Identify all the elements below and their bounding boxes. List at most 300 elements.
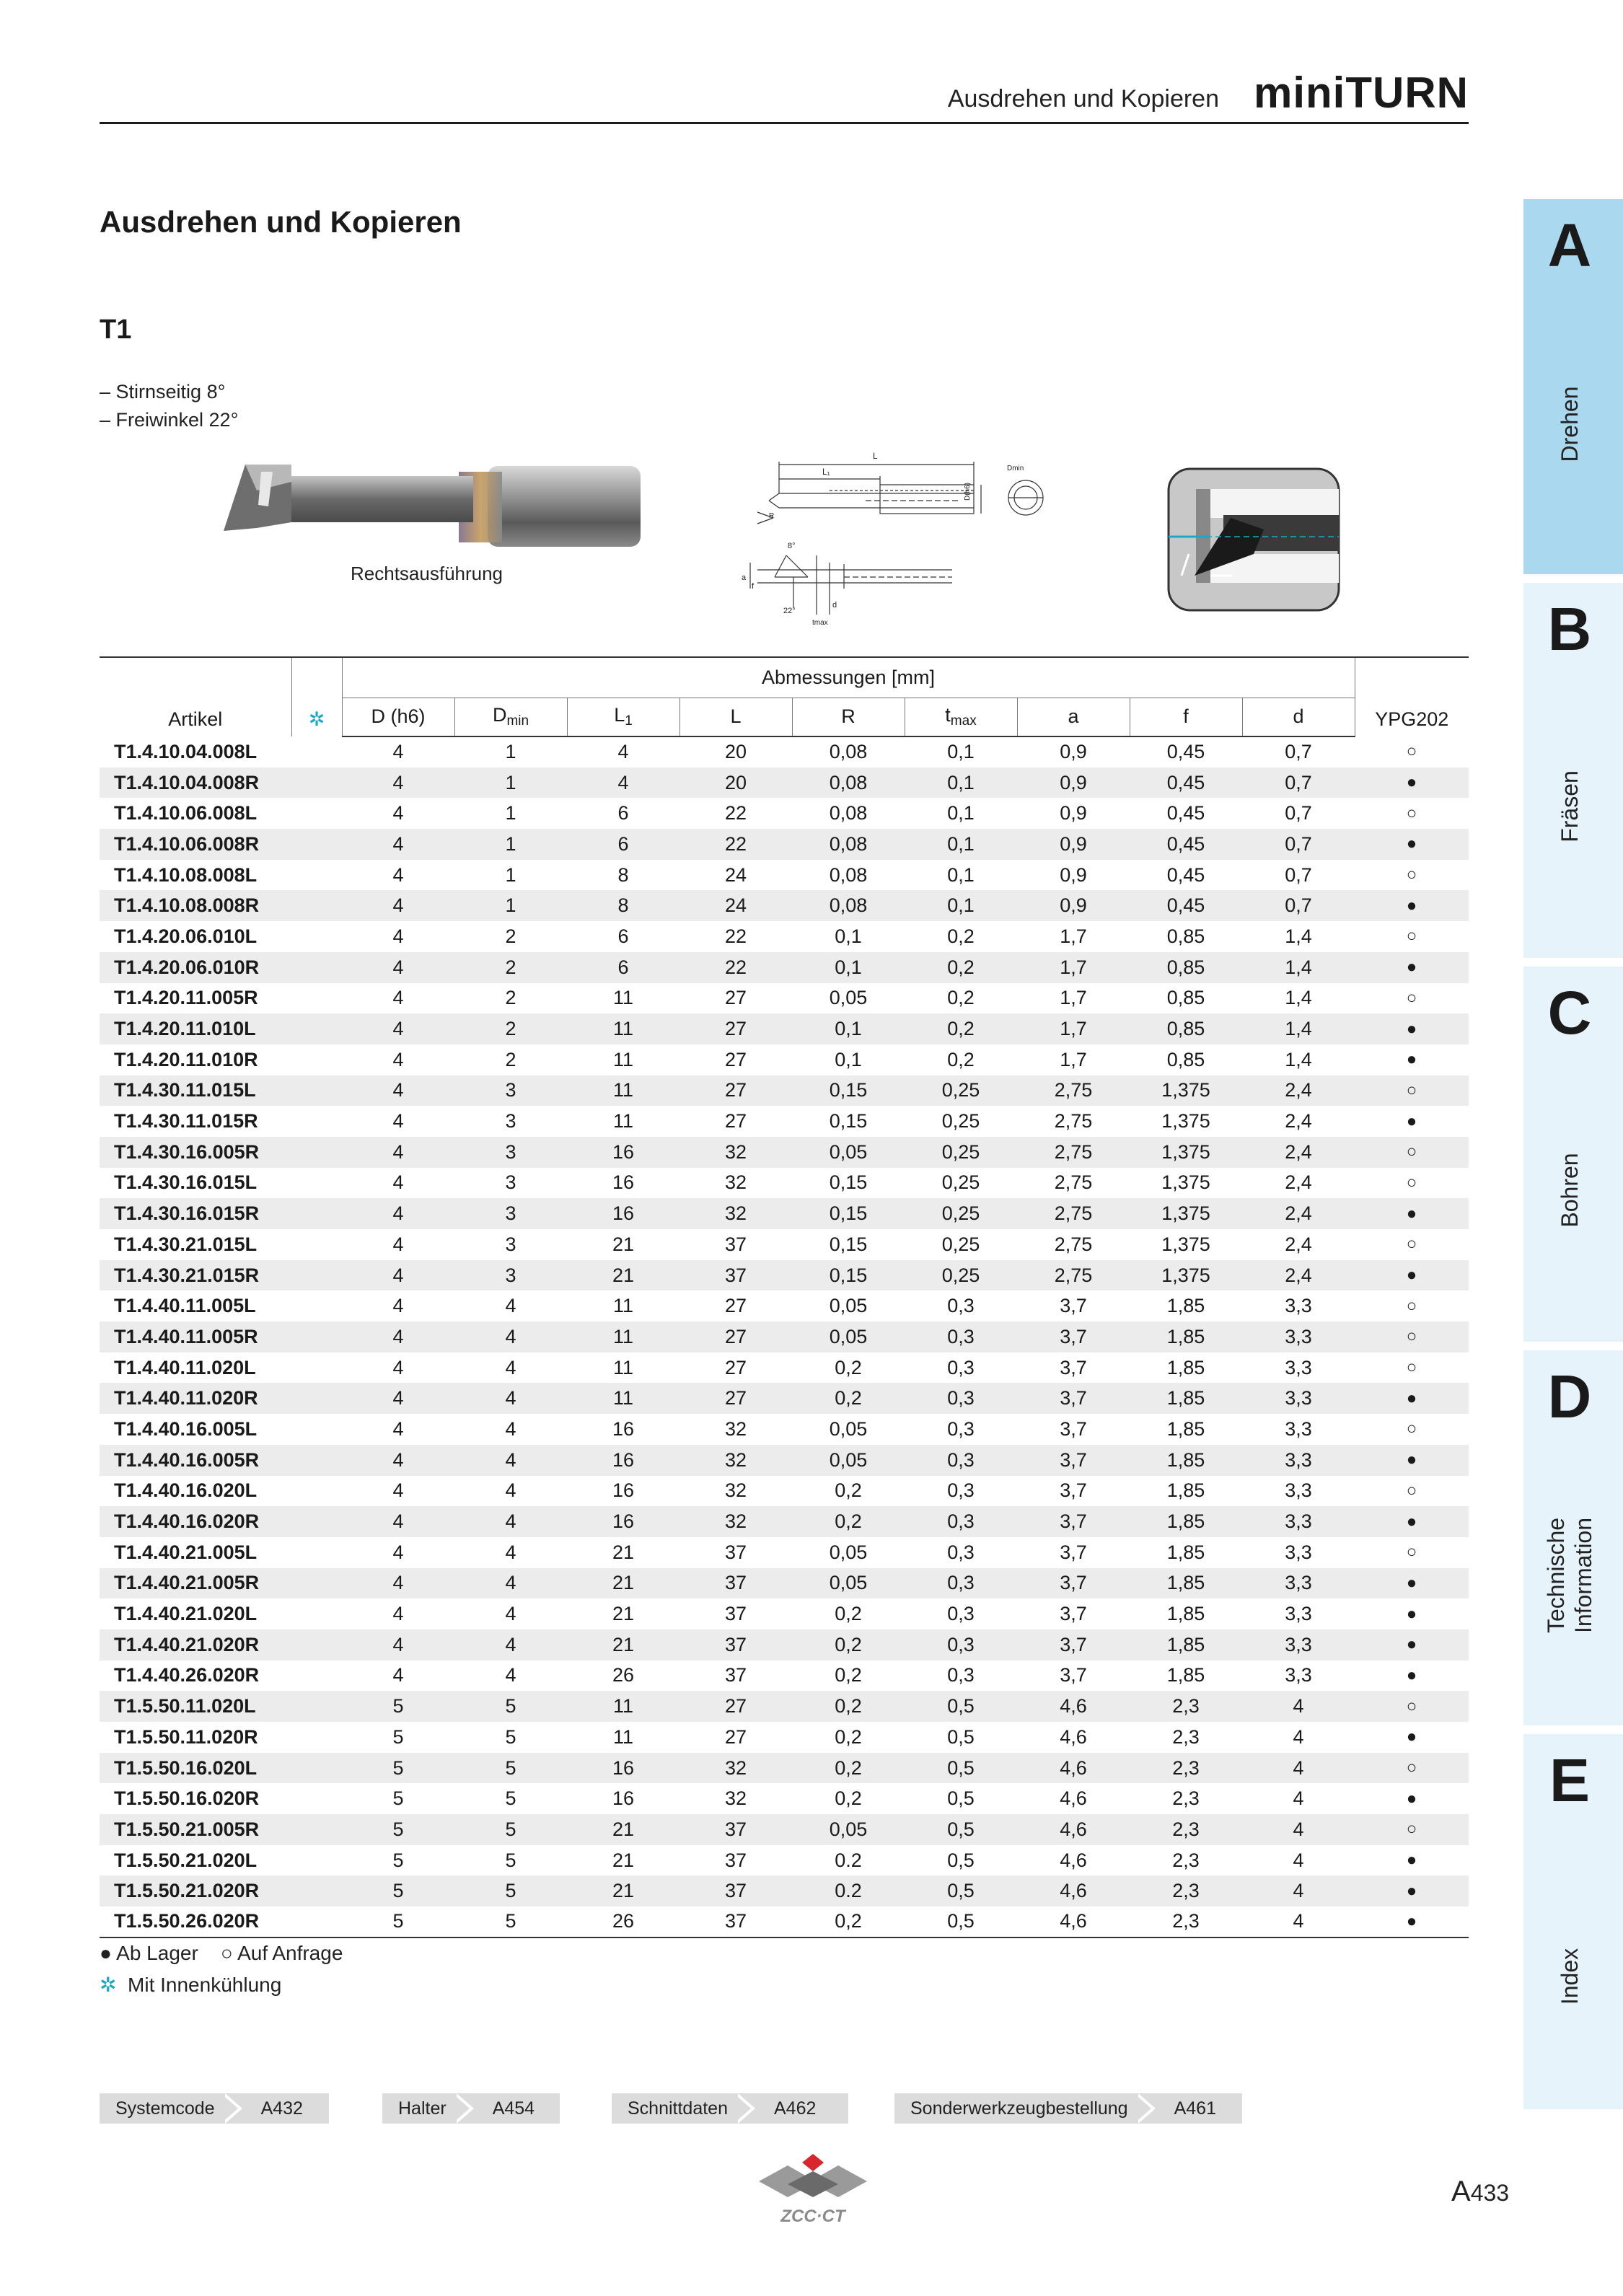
article-code: T1.4.20.11.010L <box>114 1018 256 1040</box>
table-row <box>100 921 1469 952</box>
dimension-cell: 37 <box>724 1849 747 1871</box>
dimension-cell: 4 <box>1242 1906 1355 1937</box>
coolant-cell <box>291 1691 342 1722</box>
column-header-subscript: min <box>506 713 529 729</box>
table-row <box>100 1568 1469 1599</box>
drawing-label-22deg: 22° <box>783 607 796 615</box>
dimension-cell: 1,7 <box>1060 1018 1087 1040</box>
ref-page: A432 <box>260 2098 303 2119</box>
dimension-cell: 37 <box>724 1633 747 1655</box>
table-row <box>100 1168 1469 1199</box>
availability-cell: ● <box>1406 1788 1417 1808</box>
machining-illustration <box>1167 467 1340 612</box>
coolant-cell <box>291 1568 342 1599</box>
dimension-cell: 0,1 <box>835 925 862 947</box>
availability-cell: ● <box>1406 1850 1417 1870</box>
dimension-cell: 3,7 <box>1060 1479 1087 1502</box>
coolant-cell <box>291 1476 342 1507</box>
dimension-cell: 4 <box>1293 1725 1304 1748</box>
coolant-cell <box>291 952 342 983</box>
availability-cell: ● <box>1406 1019 1417 1039</box>
dimension-cell: 4 <box>392 1356 404 1378</box>
availability-cell: ● <box>1355 1906 1469 1937</box>
dimension-cell: 27 <box>724 1048 747 1070</box>
dimension-cell: 2,3 <box>1172 1756 1200 1779</box>
article-code: T1.4.40.11.020L <box>114 1356 256 1378</box>
table-row <box>100 1598 1469 1629</box>
article-code: T1.4.40.11.005L <box>114 1295 256 1317</box>
page-title: Ausdrehen und Kopieren <box>100 205 462 239</box>
dimension-cell: 0,9 <box>1060 802 1087 824</box>
dimension-cell: 1 <box>505 863 516 886</box>
dimension-cell: 32 <box>724 1417 747 1440</box>
table-row <box>100 1906 1469 1937</box>
column-header-dimension <box>1242 698 1355 736</box>
chevron-right-icon <box>738 2093 762 2124</box>
dimension-cell: 0,25 <box>941 1233 980 1255</box>
dimension-cell: 37 <box>724 1264 747 1286</box>
availability-cell: ● <box>1406 773 1417 793</box>
tool-photo <box>214 462 646 550</box>
article-code: T1.4.30.16.015R <box>114 1202 260 1225</box>
ref-link-halter[interactable] <box>382 2093 560 2124</box>
dimension-cell: 4 <box>392 1479 404 1502</box>
coolant-cell <box>291 736 342 767</box>
availability-cell: ● <box>1406 1450 1417 1470</box>
article-code: T1.5.50.21.020L <box>114 1849 258 1871</box>
article-code: T1.5.50.16.020L <box>114 1756 258 1779</box>
table-row <box>100 1383 1469 1414</box>
dimension-cell: 3 <box>505 1202 516 1225</box>
table-row <box>100 1629 1469 1661</box>
page-header <box>100 62 1469 124</box>
dimension-cell: 0,7 <box>1285 802 1312 824</box>
dimension-cell: 4,6 <box>1060 1756 1087 1779</box>
dimension-cell: 1,85 <box>1166 1448 1205 1471</box>
dimension-cell: 8 <box>617 863 629 886</box>
dimension-cell: 2,75 <box>1054 1110 1093 1132</box>
dimension-cell: 4 <box>392 1417 404 1440</box>
dimension-cell: 0,2 <box>947 987 975 1009</box>
availability-cell: ○ <box>1406 1358 1417 1378</box>
dimension-cell: 1,375 <box>1161 1079 1210 1101</box>
dimension-cell: 2,3 <box>1172 1849 1200 1871</box>
dimension-cell: 5 <box>505 1695 516 1717</box>
dimension-cell: 0,45 <box>1166 741 1205 763</box>
tab-letter: B <box>1547 595 1592 663</box>
article-code: T1.4.10.04.008L <box>114 740 258 762</box>
table-row <box>100 983 1469 1014</box>
dimension-cell: 3,7 <box>1060 1417 1087 1440</box>
coolant-cell <box>291 1229 342 1260</box>
dimension-cell: 4 <box>392 863 404 886</box>
dimension-cell: 0,2 <box>835 1510 862 1533</box>
dimension-cell: 0,15 <box>829 1202 868 1225</box>
column-header-main: R <box>841 705 856 728</box>
table-row <box>100 1076 1469 1107</box>
dimension-cell: 2 <box>505 1048 516 1070</box>
dimension-cell: 5 <box>392 1787 404 1810</box>
dimension-cell: 21 <box>612 1572 635 1594</box>
dimension-cell: 4 <box>505 1387 516 1409</box>
dimension-cell: 0,25 <box>941 1140 980 1163</box>
dimension-cell: 37 <box>724 1603 747 1625</box>
coolant-cell <box>291 1906 342 1937</box>
dimension-cell: 5 <box>392 1695 404 1717</box>
dimension-cell: 0,08 <box>829 894 868 917</box>
dimension-cell: 0,25 <box>941 1264 980 1286</box>
dimension-cell: 1,4 <box>1285 925 1312 947</box>
dimension-cell: 4 <box>617 771 629 793</box>
dimension-cell: 2,75 <box>1054 1202 1093 1225</box>
dimension-cell: 0,1 <box>947 741 975 763</box>
dimension-cell: 0,2 <box>835 1695 862 1717</box>
dimension-cell: 3 <box>505 1233 516 1255</box>
dimension-cell: 27 <box>724 1295 747 1317</box>
dimension-cell: 3,3 <box>1285 1510 1312 1533</box>
dimension-cell: 5 <box>505 1787 516 1810</box>
dimension-cell: 3,7 <box>1060 1510 1087 1533</box>
page-number <box>1451 2176 1509 2208</box>
dimension-cell: 11 <box>612 1356 634 1378</box>
dimension-cell: 4,6 <box>1060 1849 1087 1871</box>
dimension-cell: 32 <box>724 1202 747 1225</box>
column-header-subscript: max <box>950 713 977 729</box>
dimension-cell: 4 <box>392 925 404 947</box>
dimension-cell: 3,7 <box>1060 1572 1087 1594</box>
ref-link-sonderwerkzeug[interactable] <box>894 2093 1242 2124</box>
dimension-cell: 0,3 <box>947 1417 975 1440</box>
dimension-cell: 0,45 <box>1166 771 1205 793</box>
dimension-cell: 0,05 <box>829 1140 868 1163</box>
coolant-cell <box>291 1875 342 1906</box>
legend-coolant: Mit Innenkühlung <box>128 1974 282 1996</box>
dimension-cell: 0,7 <box>1285 863 1312 886</box>
dimension-cell: 0,15 <box>829 1079 868 1101</box>
dimension-cell: 0,3 <box>947 1479 975 1502</box>
dimension-cell: 1,7 <box>1060 987 1087 1009</box>
coolant-cell <box>291 1537 342 1568</box>
table-row <box>100 1260 1469 1291</box>
dimension-cell: 4 <box>392 1264 404 1286</box>
dimension-cell: 0,15 <box>829 1171 868 1194</box>
side-tab-index[interactable] <box>1523 1734 1623 2109</box>
column-header-dimension <box>905 698 1017 736</box>
article-code: T1.5.50.26.020R <box>100 1906 291 1937</box>
ref-label: Systemcode <box>115 2098 215 2119</box>
dimension-cell: 16 <box>612 1787 635 1810</box>
dimension-cell: 16 <box>612 1510 635 1533</box>
dimension-cell: 32 <box>724 1756 747 1779</box>
dimension-cell: 4 <box>1293 1849 1304 1871</box>
dimension-cell: 3 <box>505 1079 516 1101</box>
article-code: T1.4.40.16.005R <box>114 1448 260 1471</box>
article-code: T1.4.40.11.020R <box>114 1387 258 1409</box>
article-code: T1.5.50.11.020R <box>114 1725 258 1748</box>
dimension-cell: 16 <box>612 1479 635 1502</box>
dimension-cell: 0,9 <box>1060 832 1087 855</box>
dimension-cell: 0,2 <box>835 1603 862 1625</box>
coolant-cell <box>291 1414 342 1445</box>
dimension-cell: 1,85 <box>1166 1479 1205 1502</box>
availability-cell: ○ <box>1406 1480 1417 1500</box>
article-code: T1.4.40.16.020L <box>114 1479 258 1502</box>
dimension-cell: 0,3 <box>947 1664 975 1686</box>
article-code: T1.4.30.11.015L <box>114 1079 256 1101</box>
ref-link-schnittdaten[interactable] <box>612 2093 848 2124</box>
dimension-cell: 21 <box>612 1541 635 1563</box>
article-code: T1.4.30.11.015R <box>114 1110 258 1132</box>
tab-letter: A <box>1547 211 1592 279</box>
drawing-label-a: a <box>742 573 747 582</box>
dimension-cell: 0,5 <box>905 1906 1017 1937</box>
dimension-cell: 4 <box>505 1603 516 1625</box>
page-number-prefix: A <box>1451 2176 1471 2207</box>
dimension-cell: 3,7 <box>1060 1387 1087 1409</box>
dimension-cell: 3,7 <box>1060 1325 1087 1347</box>
feature-list <box>100 378 238 434</box>
table-row <box>100 1229 1469 1260</box>
dimension-cell: 1,4 <box>1285 956 1312 978</box>
drawing-label-L: L <box>873 451 878 461</box>
table-row <box>100 1691 1469 1722</box>
dimension-cell: 4 <box>392 1171 404 1194</box>
dimension-cell: 27 <box>724 1018 747 1040</box>
dimension-cell: 2,75 <box>1054 1171 1093 1194</box>
dimension-cell: 4 <box>505 1633 516 1655</box>
table-row <box>100 952 1469 983</box>
dimension-cell: 0,15 <box>829 1264 868 1286</box>
coolant-cell <box>291 921 342 952</box>
availability-cell: ○ <box>1406 1142 1417 1162</box>
column-header-main: a <box>1068 705 1079 728</box>
dimension-cell: 11 <box>612 1695 634 1717</box>
dimension-cell: 11 <box>612 1048 634 1070</box>
dimension-cell: 4 <box>392 1633 404 1655</box>
dimension-cell: 0,05 <box>829 1818 868 1840</box>
dimension-cell: 2,4 <box>1285 1264 1312 1286</box>
dimension-cell: 0,25 <box>941 1171 980 1194</box>
availability-cell: ○ <box>1406 988 1417 1008</box>
dimension-cell: 0,7 <box>1285 894 1312 917</box>
dimension-cell: 3,3 <box>1285 1448 1312 1471</box>
coolant-legend-icon: ✲ <box>100 1974 117 1996</box>
dimension-cell: 4 <box>392 956 404 978</box>
coolant-cell <box>291 1445 342 1476</box>
dimension-cell: 0,1 <box>947 894 975 917</box>
dimension-cell: 5 <box>505 1849 516 1871</box>
dimension-cell: 11 <box>612 1387 634 1409</box>
coolant-cell <box>291 1137 342 1168</box>
ref-page: A461 <box>1174 2098 1216 2119</box>
table-row <box>100 1506 1469 1537</box>
dimension-cell: 1,85 <box>1166 1541 1205 1563</box>
dimension-cell: 3,3 <box>1285 1295 1312 1317</box>
coolant-cell <box>291 1845 342 1876</box>
tab-letter: D <box>1547 1363 1592 1430</box>
tab-letter: C <box>1547 979 1592 1047</box>
coolant-cell <box>291 1661 342 1692</box>
dimension-cell: 1,85 <box>1166 1510 1205 1533</box>
availability-cell: ● <box>1406 1881 1417 1901</box>
side-tab-drehen[interactable] <box>1523 199 1623 574</box>
dimension-cell: 11 <box>612 1325 634 1347</box>
table-row <box>100 1537 1469 1568</box>
availability-cell: ● <box>1406 1635 1417 1655</box>
dimension-cell: 0,2 <box>835 1479 862 1502</box>
dimension-cell: 3,7 <box>1060 1541 1087 1563</box>
coolant-cell <box>291 767 342 799</box>
dimension-cell: 2,3 <box>1172 1725 1200 1748</box>
side-tab-fraesen[interactable] <box>1523 583 1623 958</box>
coolant-cell <box>291 1168 342 1199</box>
drawing-label-8deg: 8° <box>788 542 796 550</box>
coolant-cell <box>291 1013 342 1044</box>
dimension-cell: 27 <box>724 1695 747 1717</box>
header-section-title: Ausdrehen und Kopieren <box>947 85 1219 113</box>
dimension-cell: 27 <box>724 987 747 1009</box>
dimension-cell: 0,2 <box>835 1356 862 1378</box>
dimension-cell: 0,05 <box>829 1448 868 1471</box>
tab-label: Bohren <box>1557 1153 1583 1228</box>
dimension-cell: 4 <box>392 1510 404 1533</box>
dimension-cell: 0,15 <box>829 1233 868 1255</box>
column-header-dimension <box>679 698 792 736</box>
dimension-cell: 2,4 <box>1285 1233 1312 1255</box>
dimension-cell: 0,2 <box>792 1906 905 1937</box>
dimension-cell: 0,85 <box>1166 1018 1205 1040</box>
article-code: T1.4.40.16.020R <box>114 1510 260 1533</box>
dimension-cell: 0,05 <box>829 987 868 1009</box>
dimension-cell: 0,9 <box>1060 894 1087 917</box>
availability-cell: ● <box>1406 1111 1417 1131</box>
coolant-cell <box>291 1352 342 1384</box>
article-code: T1.4.40.21.020L <box>114 1603 258 1625</box>
dimension-cell: 4 <box>505 1417 516 1440</box>
dimension-cell: 21 <box>612 1264 635 1286</box>
dimension-cell: 27 <box>724 1725 747 1748</box>
dimension-cell: 5 <box>505 1818 516 1840</box>
dimension-cell: 24 <box>724 863 747 886</box>
dimension-cell: 3,3 <box>1285 1417 1312 1440</box>
availability-cell: ○ <box>1406 1080 1417 1100</box>
dimension-cell: 0,1 <box>835 1018 862 1040</box>
article-table <box>100 656 1469 1938</box>
dimension-cell: 16 <box>612 1140 635 1163</box>
table-row <box>100 1445 1469 1476</box>
dimension-cell: 11 <box>612 1295 634 1317</box>
availability-cell: ● <box>1406 1573 1417 1593</box>
dimension-cell: 4 <box>392 1448 404 1471</box>
article-code: T1.4.40.21.005L <box>114 1541 258 1563</box>
dimension-cell: 16 <box>612 1417 635 1440</box>
article-code: T1.4.40.21.005R <box>114 1572 260 1594</box>
coolant-cell <box>291 1629 342 1661</box>
dimension-cell: 4 <box>505 1356 516 1378</box>
dimension-cell: 4 <box>392 987 404 1009</box>
column-group-dimensions: Abmessungen [mm] <box>342 657 1355 698</box>
article-code: T1.4.30.21.015R <box>114 1264 260 1286</box>
dimension-cell: 16 <box>612 1202 635 1225</box>
dimension-cell: 4,6 <box>1017 1906 1130 1937</box>
dimension-cell: 0,05 <box>829 1541 868 1563</box>
side-tab-technische-information[interactable] <box>1523 1350 1623 1725</box>
dimension-cell: 2,4 <box>1285 1202 1312 1225</box>
dimension-cell: 0,7 <box>1285 771 1312 793</box>
legend <box>100 1937 343 2001</box>
dimension-cell: 0,3 <box>947 1448 975 1471</box>
dimension-cell: 0,1 <box>947 802 975 824</box>
dimension-cell: 0,08 <box>829 863 868 886</box>
dimension-cell: 20 <box>724 741 747 763</box>
dimension-drawing <box>736 447 1068 628</box>
dimension-cell: 2,3 <box>1130 1906 1242 1937</box>
coolant-cell <box>291 1260 342 1291</box>
availability-cell: ○ <box>1406 1234 1417 1254</box>
dimension-cell: 4 <box>505 1479 516 1502</box>
feature-item: – Freiwinkel 22° <box>100 409 239 431</box>
coolant-cell <box>291 1044 342 1076</box>
dimension-cell: 1,375 <box>1161 1264 1210 1286</box>
availability-cell: ● <box>1406 895 1417 915</box>
availability-cell: ● <box>1406 1203 1417 1223</box>
dimension-cell: 20 <box>724 771 747 793</box>
side-tab-bohren[interactable] <box>1523 967 1623 1342</box>
dimension-cell: 0,2 <box>835 1787 862 1810</box>
ref-link-systemcode[interactable] <box>100 2093 329 2124</box>
table-row <box>100 1875 1469 1906</box>
chevron-right-icon <box>457 2093 481 2124</box>
dimension-cell: 2,4 <box>1285 1140 1312 1163</box>
header-brand: miniTURN <box>1254 69 1469 117</box>
dimension-cell: 2,75 <box>1054 1140 1093 1163</box>
dimension-cell: 0,2 <box>835 1664 862 1686</box>
dimension-cell: 37 <box>724 1880 747 1902</box>
dimension-cell: 3,3 <box>1285 1633 1312 1655</box>
dimension-cell: 0,2 <box>835 1387 862 1409</box>
dimension-cell: 0,9 <box>1060 741 1087 763</box>
dimension-cell: 27 <box>724 1356 747 1378</box>
dimension-cell: 4 <box>505 1325 516 1347</box>
coolant-icon: ✲ <box>291 657 342 736</box>
dimension-cell: 37 <box>724 1541 747 1563</box>
dimension-cell: 3,7 <box>1060 1295 1087 1317</box>
dimension-cell: 0,15 <box>829 1110 868 1132</box>
dimension-cell: 0,45 <box>1166 802 1205 824</box>
availability-cell: ● <box>1406 1388 1417 1408</box>
photo-caption: Rechtsausführung <box>351 563 503 584</box>
dimension-cell: 3 <box>505 1264 516 1286</box>
dimension-cell: 1,85 <box>1166 1387 1205 1409</box>
column-header-main: f <box>1183 705 1189 728</box>
dimension-cell: 4 <box>1293 1695 1304 1717</box>
dimension-cell: 3 <box>505 1171 516 1194</box>
dimension-cell: 0,7 <box>1285 832 1312 855</box>
availability-cell: ○ <box>1406 1296 1417 1316</box>
dimension-cell: 2,3 <box>1172 1695 1200 1717</box>
dimension-cell: 0,2 <box>947 925 975 947</box>
dimension-cell: 0,85 <box>1166 1048 1205 1070</box>
dimension-cell: 0,3 <box>947 1603 975 1625</box>
dimension-cell: 32 <box>724 1140 747 1163</box>
availability-cell: ○ <box>1406 926 1417 946</box>
coolant-cell <box>291 1106 342 1137</box>
dimension-cell: 0,85 <box>1166 987 1205 1009</box>
table-row <box>100 829 1469 860</box>
table-row <box>100 1414 1469 1445</box>
logo-text: ZCC·CT <box>780 2207 845 2226</box>
article-code: T1.5.50.16.020R <box>114 1787 260 1810</box>
